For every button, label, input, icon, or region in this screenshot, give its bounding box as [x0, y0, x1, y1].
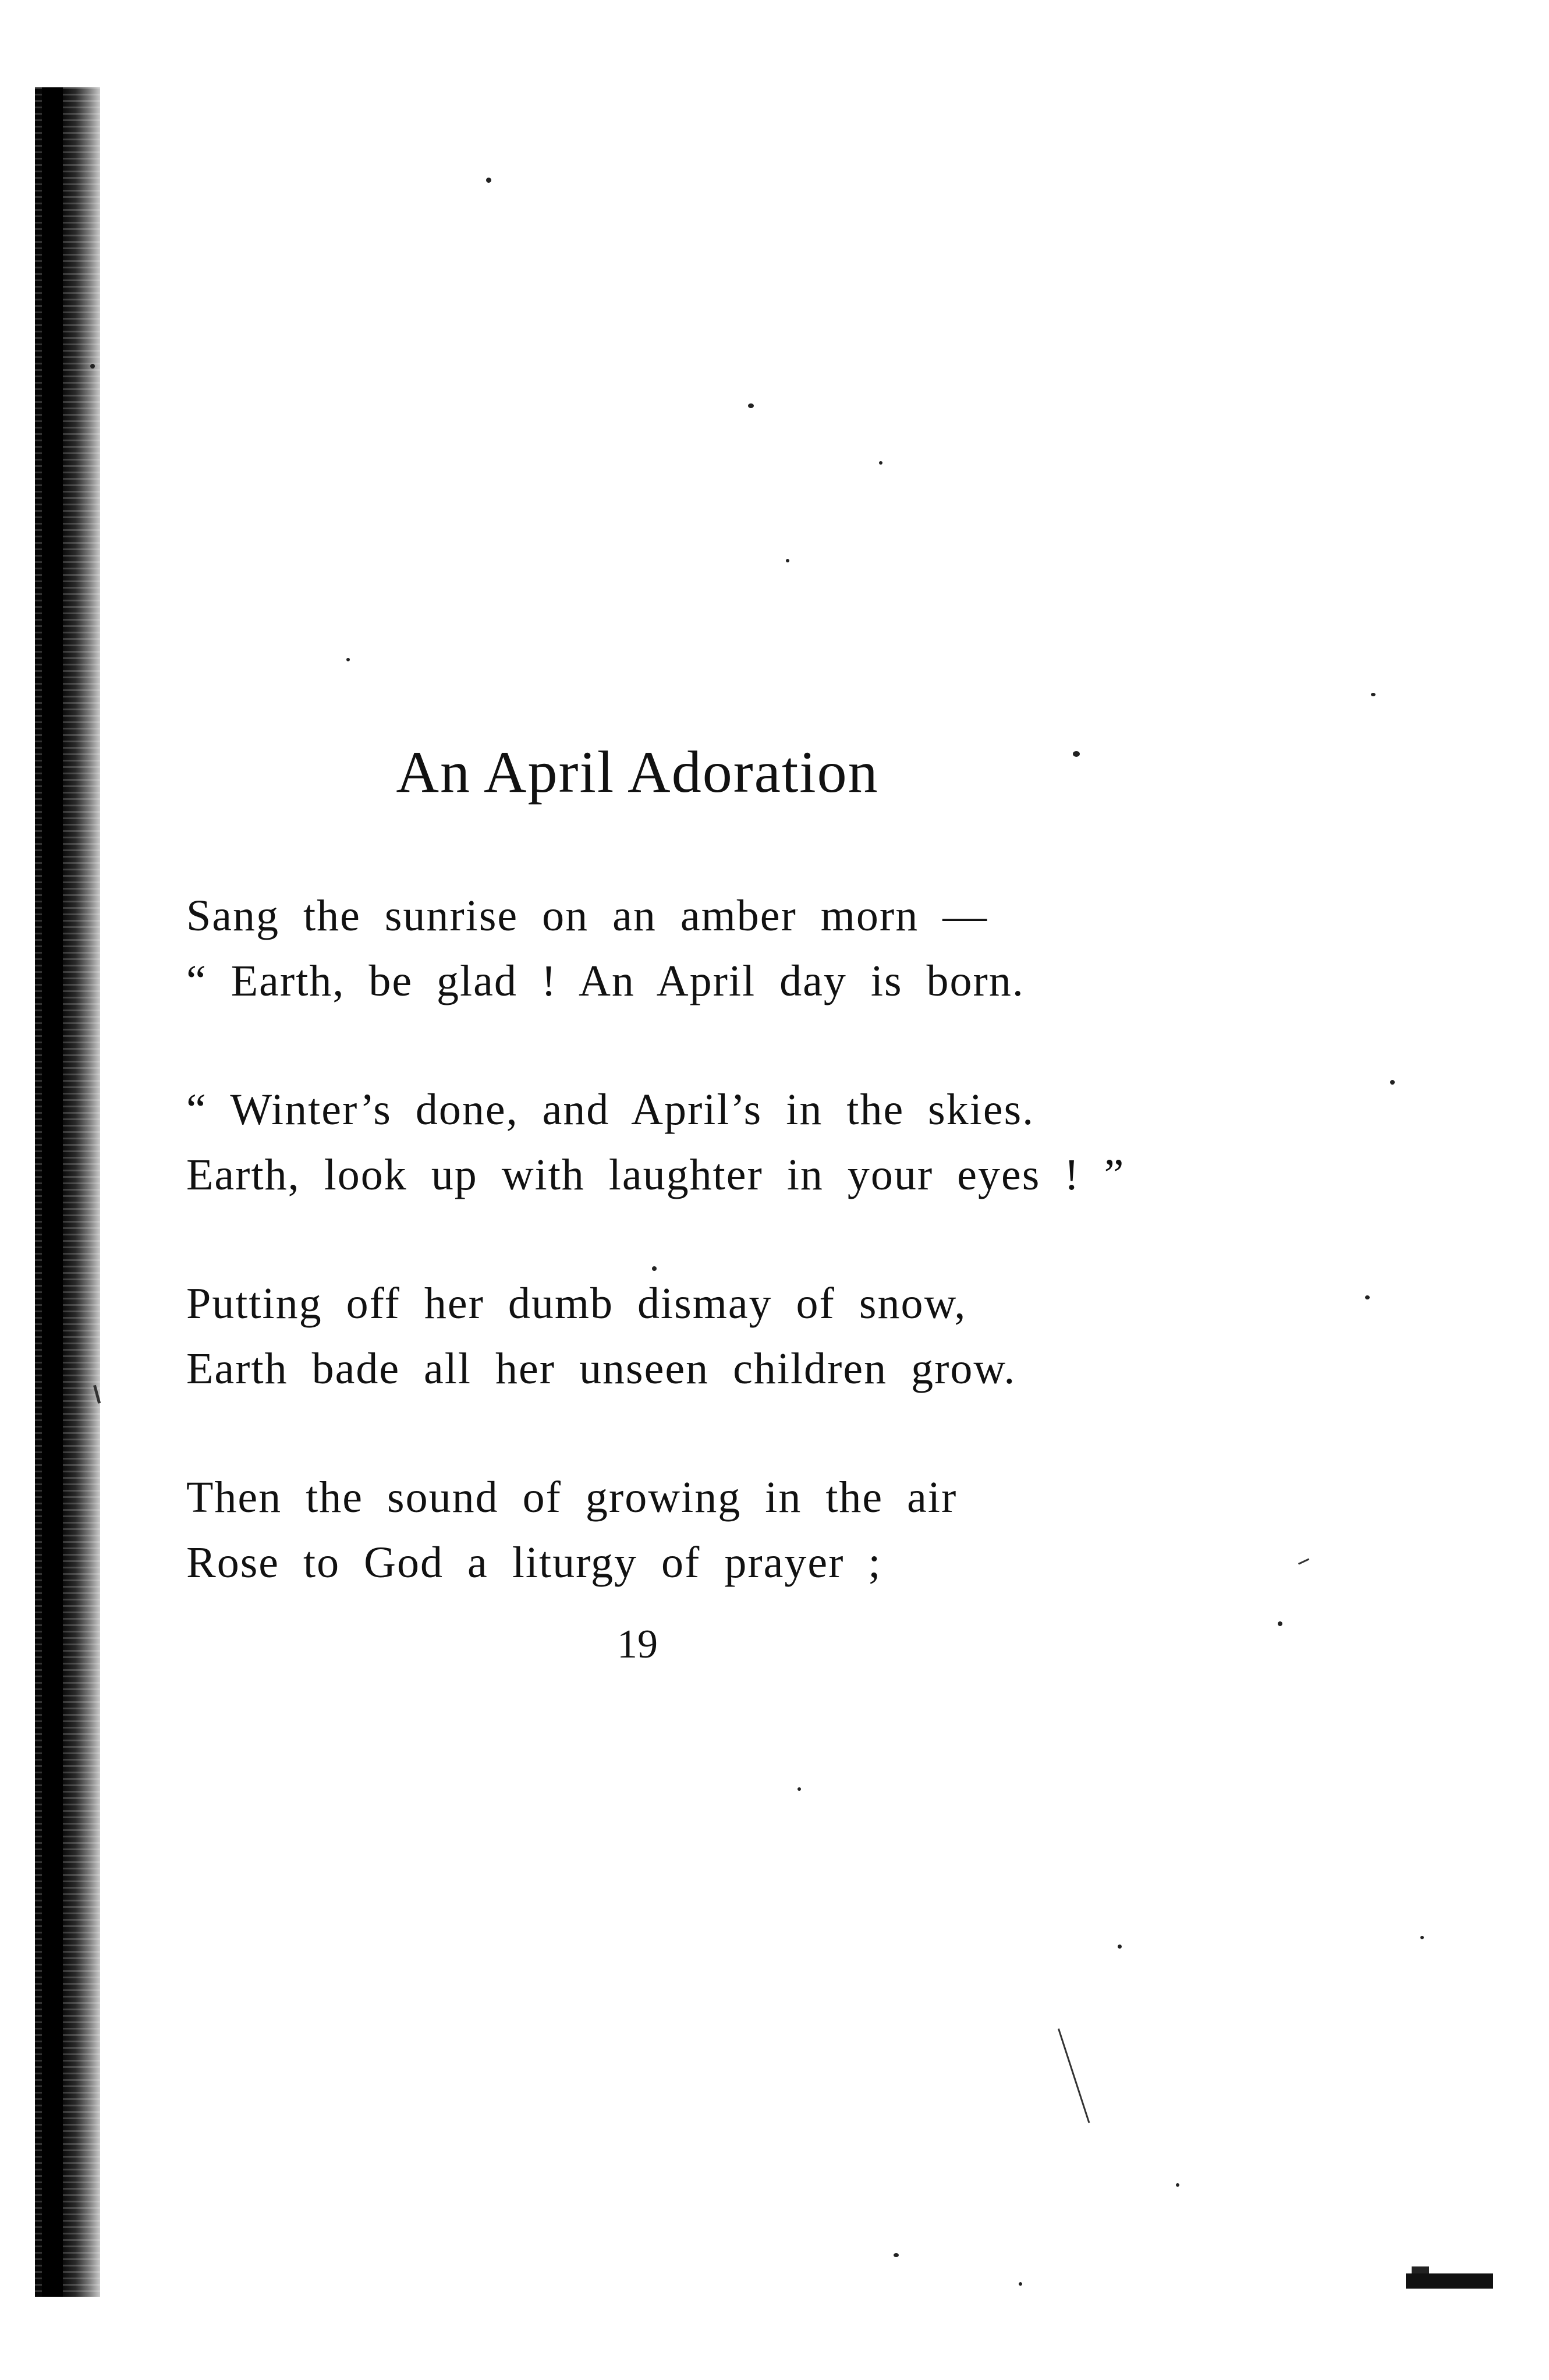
scan-speck: [797, 1787, 801, 1791]
scan-scratch: [1058, 2028, 1090, 2123]
poem-line: Earth, look up with laughter in your eyes ! ”: [186, 1150, 1125, 1199]
poem-line: Sang the sunrise on an amber morn —: [186, 891, 988, 940]
scan-speck: [786, 559, 789, 562]
scan-speck: [346, 658, 350, 661]
scan-scratch: [1298, 1559, 1309, 1565]
poem-title: An April Adoration: [396, 739, 879, 805]
scan-speck: [1365, 1295, 1370, 1299]
scan-speck: [879, 461, 882, 465]
page-number: 19: [617, 1622, 658, 1667]
scan-speck: [1019, 2282, 1022, 2286]
scan-speck: [748, 403, 754, 408]
scan-speck: [90, 364, 95, 369]
scan-speck: [1176, 2183, 1179, 2187]
scan-speck: [486, 178, 491, 183]
scan-speck: [894, 2253, 899, 2257]
scan-speck: [1118, 1945, 1122, 1949]
poem-line: Earth bade all her unseen children grow.: [186, 1344, 1016, 1393]
poem-line: “ Earth, be glad ! An April day is born.: [186, 957, 1025, 1005]
poem-line: Putting off her dumb dismay of snow,: [186, 1279, 967, 1328]
poem-line: Rose to God a liturgy of prayer ;: [186, 1538, 882, 1587]
scan-speck: [1278, 1621, 1282, 1626]
scan-speck: [1420, 1936, 1424, 1939]
poem-line: “ Winter’s done, and April’s in the skies.: [186, 1085, 1035, 1134]
scan-speck: [1371, 693, 1376, 696]
corner-ink-mark: [1406, 2273, 1493, 2289]
scan-speck: [1390, 1080, 1395, 1085]
scan-speck: [652, 1266, 657, 1271]
poem-line: Then the sound of growing in the air: [186, 1473, 958, 1522]
binding-shadow: [42, 87, 63, 2297]
